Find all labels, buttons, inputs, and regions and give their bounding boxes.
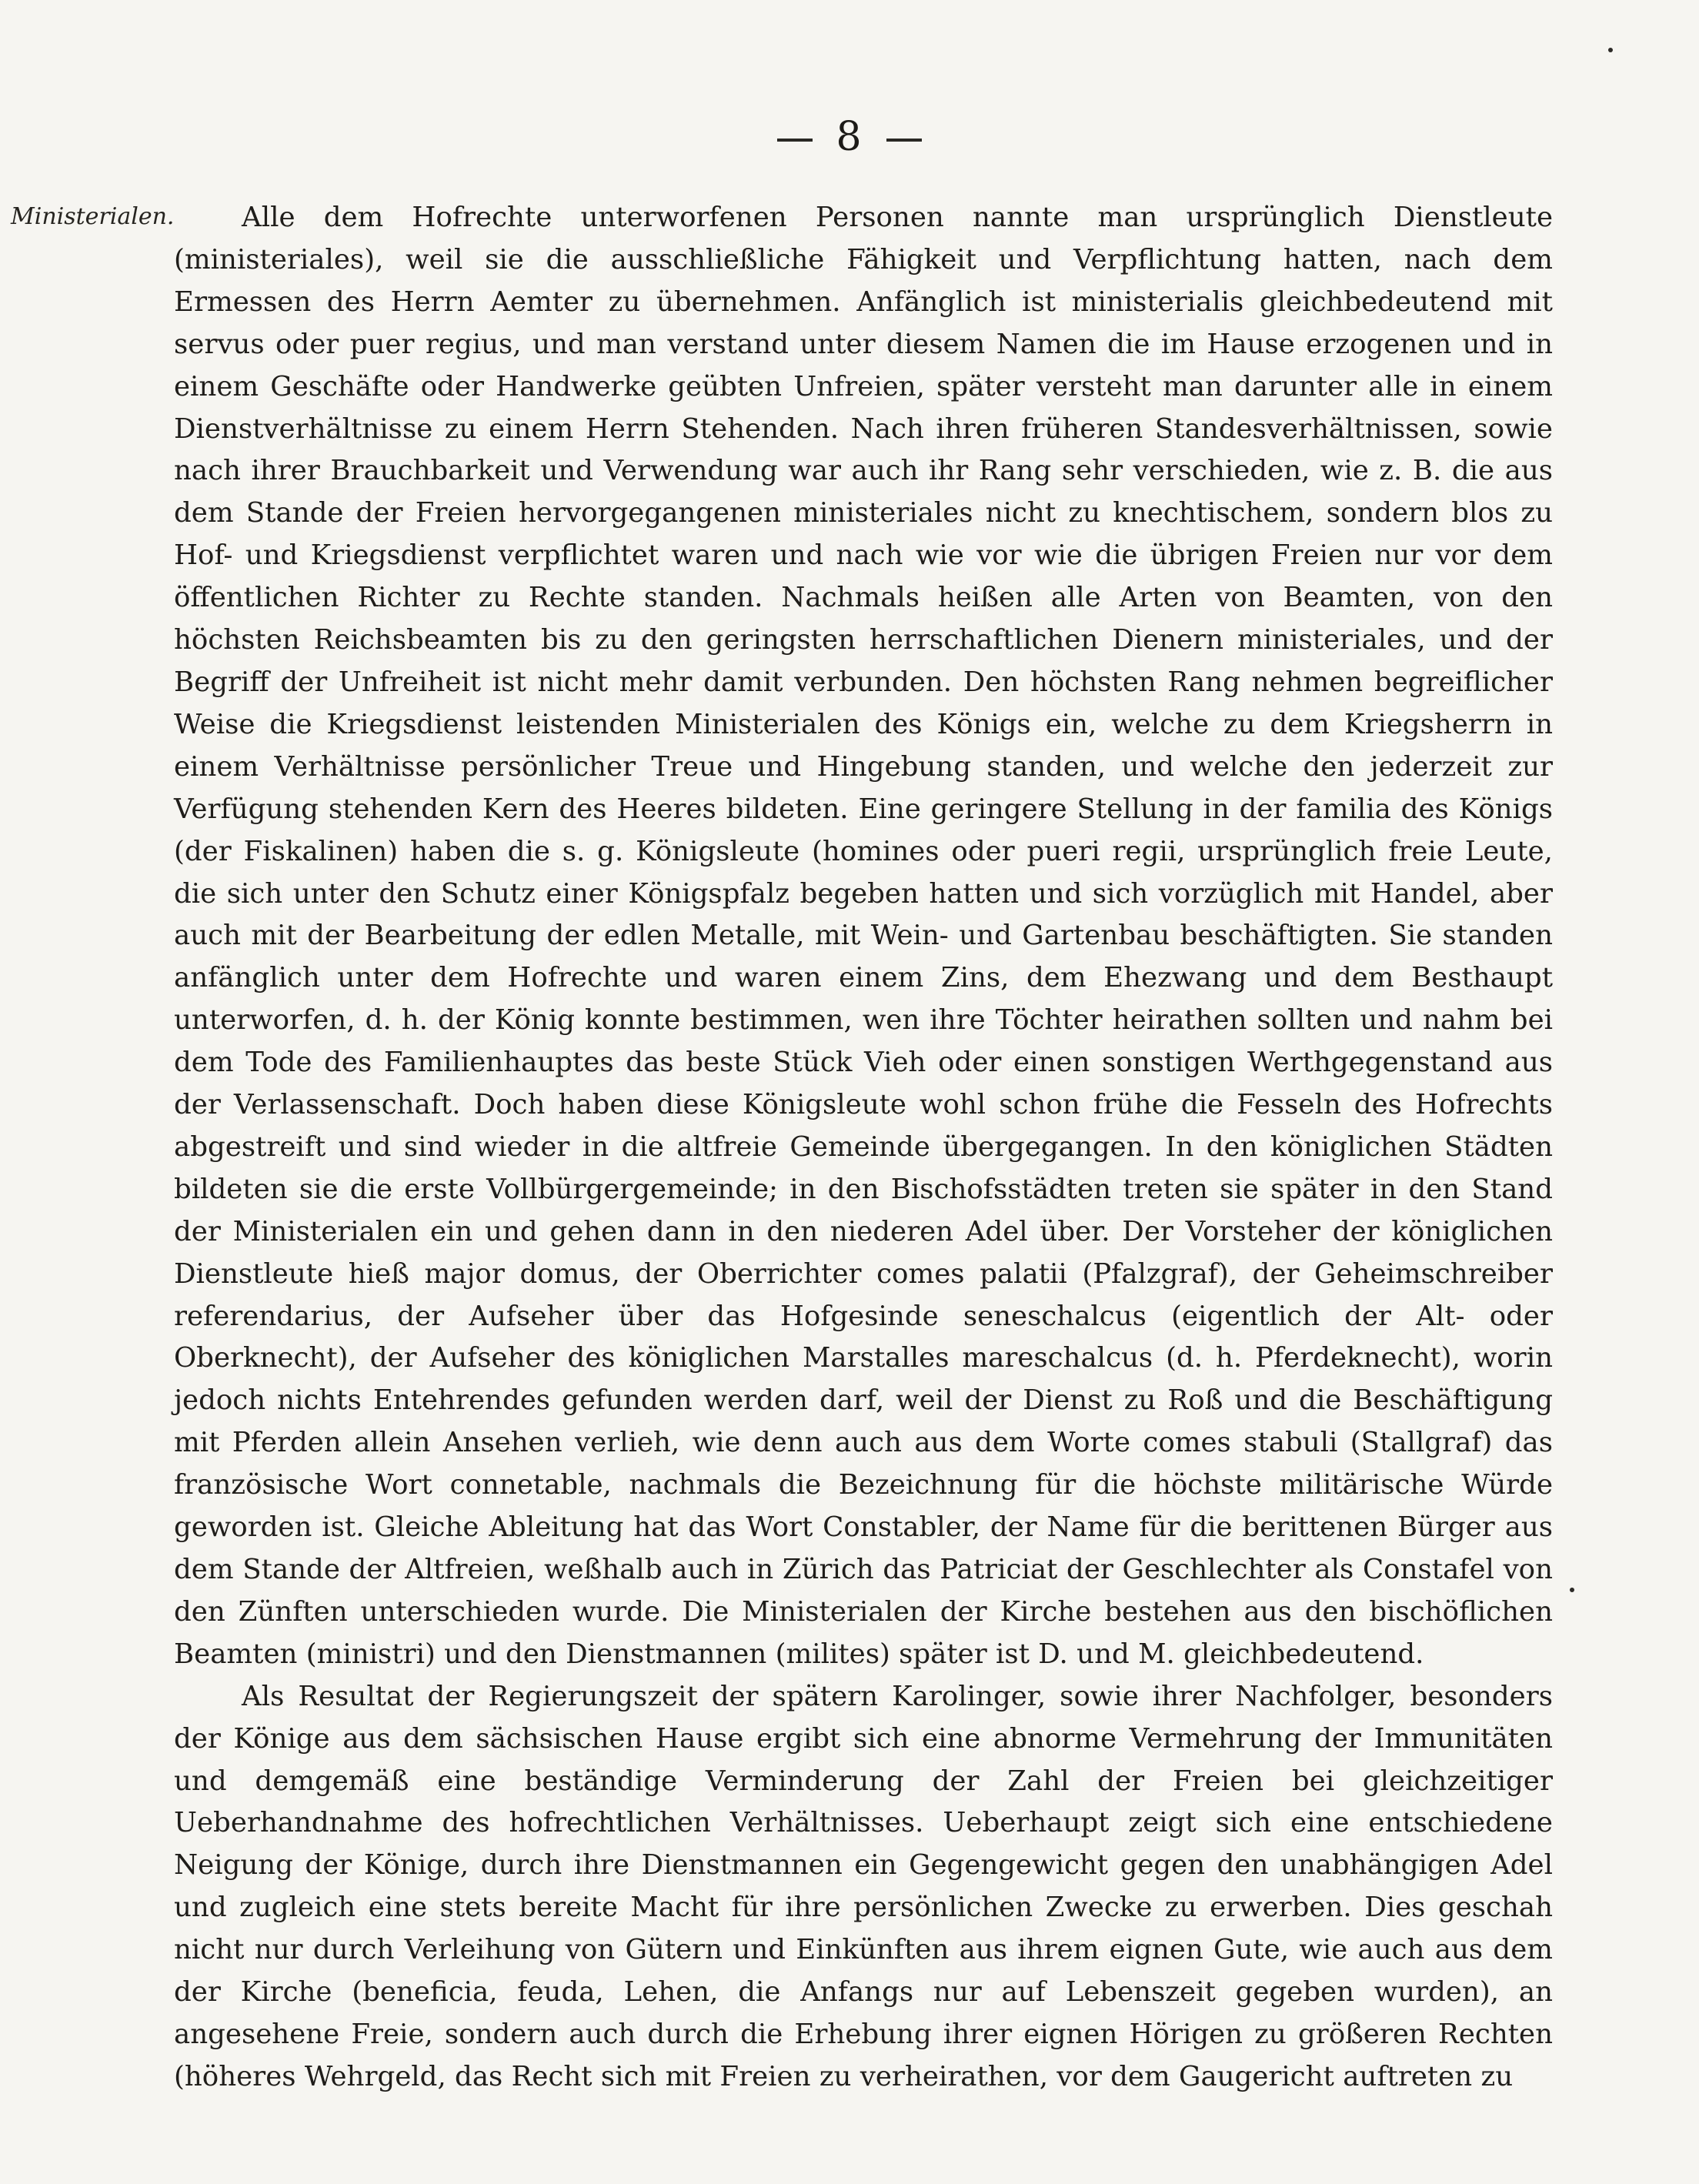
- speck-mark: [1608, 48, 1613, 52]
- paragraph: Als Resultat der Regierungszeit der spätern Karolinger, sowie ihrer Nachfolger, besonders der Könige aus dem sächsischen Hause ergibt sich eine abnorme Vermehrung der Immunitäten und demgemäß eine beständige Verminderung der Zahl der Freien bei gleichzeitiger Ueberhandnahme des hofrechtlichen Verhältnisses. Ueberhaupt zeigt sich eine entschiedene Neigung der Könige, durch ihre Dienstmannen ein Gegengewicht gegen den unabhängigen Adel und zugleich eine stets bereite Macht für ihre persönlichen Zwecke zu erwerben. Dies geschah nicht nur durch Verleihung von Gütern und Einkünften aus ihrem eignen Gute, wie auch aus dem der Kirche (beneficia, feuda, Lehen, die Anfangs nur auf Lebenszeit gegeben wurden), an angesehene Freie, sondern auch durch die Erhebung ihrer eignen Hörigen zu größeren Rechten (höheres Wehrgeld, das Recht sich mit Freien zu verheirathen, vor dem Gaugericht auftreten zu: [174, 1680, 1553, 2092]
- page-number-dash-right: [886, 139, 922, 142]
- paragraph: Alle dem Hofrechte unterworfenen Personen nannte man ursprünglich Dienstleute (ministeriales), weil sie die ausschließliche Fähigkeit und Verpflichtung hatten, nach dem Ermessen des Herrn Aemter zu übernehmen. Anfänglich ist ministerialis gleichbedeutend mit servus oder puer regius, und man verstand unter diesem Namen die im Hause erzogenen und in einem Geschäfte oder Handwerke geübten Unfreien, später versteht man darunter alle in einem Dienstverhältnisse zu einem Herrn Stehenden. Nach ihren früheren Standesverhältnissen, sowie nach ihrer Brauchbarkeit und Verwendung war auch ihr Rang sehr verschieden, wie z. B. die aus dem Stande der Freien hervorgegangenen ministeriales nicht zu knechtischem, sondern blos zu Hof- und Kriegsdienst verpflichtet waren und nach wie vor wie die übrigen Freien nur vor dem öffentlichen Richter zu Rechte standen. Nachmals heißen alle Arten von Beamten, von den höchsten Reichsbeamten bis zu den geringsten herrschaftlichen Dienern ministeriales, und der Begriff der Unfreiheit ist nicht mehr damit verbunden. Den höchsten Rang nehmen begreiflicher Weise die Kriegsdienst leistenden Ministerialen des Königs ein, welche zu dem Kriegsherrn in einem Verhältnisse persönlicher Treue und Hingebung standen, und welche den jederzeit zur Verfügung stehenden Kern des Heeres bildeten. Eine geringere Stellung in der familia des Königs (der Fiskalinen) haben die s. g. Königsleute (homines oder pueri regii, ursprünglich freie Leute, die sich unter den Schutz einer Königspfalz begeben hatten und sich vorzüglich mit Handel, aber auch mit der Bearbeitung der edlen Metalle, mit Wein- und Gartenbau beschäftigten. Sie standen anfänglich unter dem Hofrechte und waren einem Zins, dem Ehezwang und dem Besthaupt unterworfen, d. h. der König konnte bestimmen, wen ihre Töchter heirathen sollten und nahm bei dem Tode des Familienhauptes das beste Stück Vieh oder einen sonstigen Werthgegenstand aus der Verlassenschaft. Doch haben diese Königsleute wohl schon frühe die Fesseln des Hofrechts abgestreift und sind wieder in die altfreie Gemeinde übergegangen. In den königlichen Städten bildeten sie die erste Vollbürgergemeinde; in den Bischofsstädten treten sie später in den Stand der Ministerialen ein und gehen dann in den niederen Adel über. Der Vorsteher der königlichen Dienstleute hieß major domus, der Oberrichter comes palatii (Pfalzgraf), der Geheimschreiber referendarius, der Aufseher über das Hofgesinde seneschalcus (eigentlich der Alt- oder Oberknecht), der Aufseher des königlichen Marstalles mareschalcus (d. h. Pferdeknecht), worin jedoch nichts Entehrendes gefunden werden darf, weil der Dienst zu Roß und die Beschäftigung mit Pferden allein Ansehen verlieh, wie denn auch aus dem Worte comes stabuli (Stallgraf) das französische Wort connetable, nachmals die Bezeichnung für die höchste militärische Würde geworden ist. Gleiche Ableitung hat das Wort Constabler, der Name für die berittenen Bürger aus dem Stande der Altfreien, weßhalb auch in Zürich das Patriciat der Geschlechter als Constafel von den Zünften unterschieden wurde. Die Ministerialen der Kirche bestehen aus den bischöflichen Beamten (ministri) und den Dienstmannen (milites) später ist D. und M. gleichbedeutend.: [174, 202, 1553, 1670]
- speck-mark: [1570, 1588, 1574, 1592]
- page-number: [0, 106, 1699, 168]
- page-number-dash-left: [777, 139, 813, 142]
- margin-note: Ministerialen.: [11, 203, 175, 230]
- body-text: [174, 197, 1553, 2099]
- page-number-value: 8: [836, 114, 863, 160]
